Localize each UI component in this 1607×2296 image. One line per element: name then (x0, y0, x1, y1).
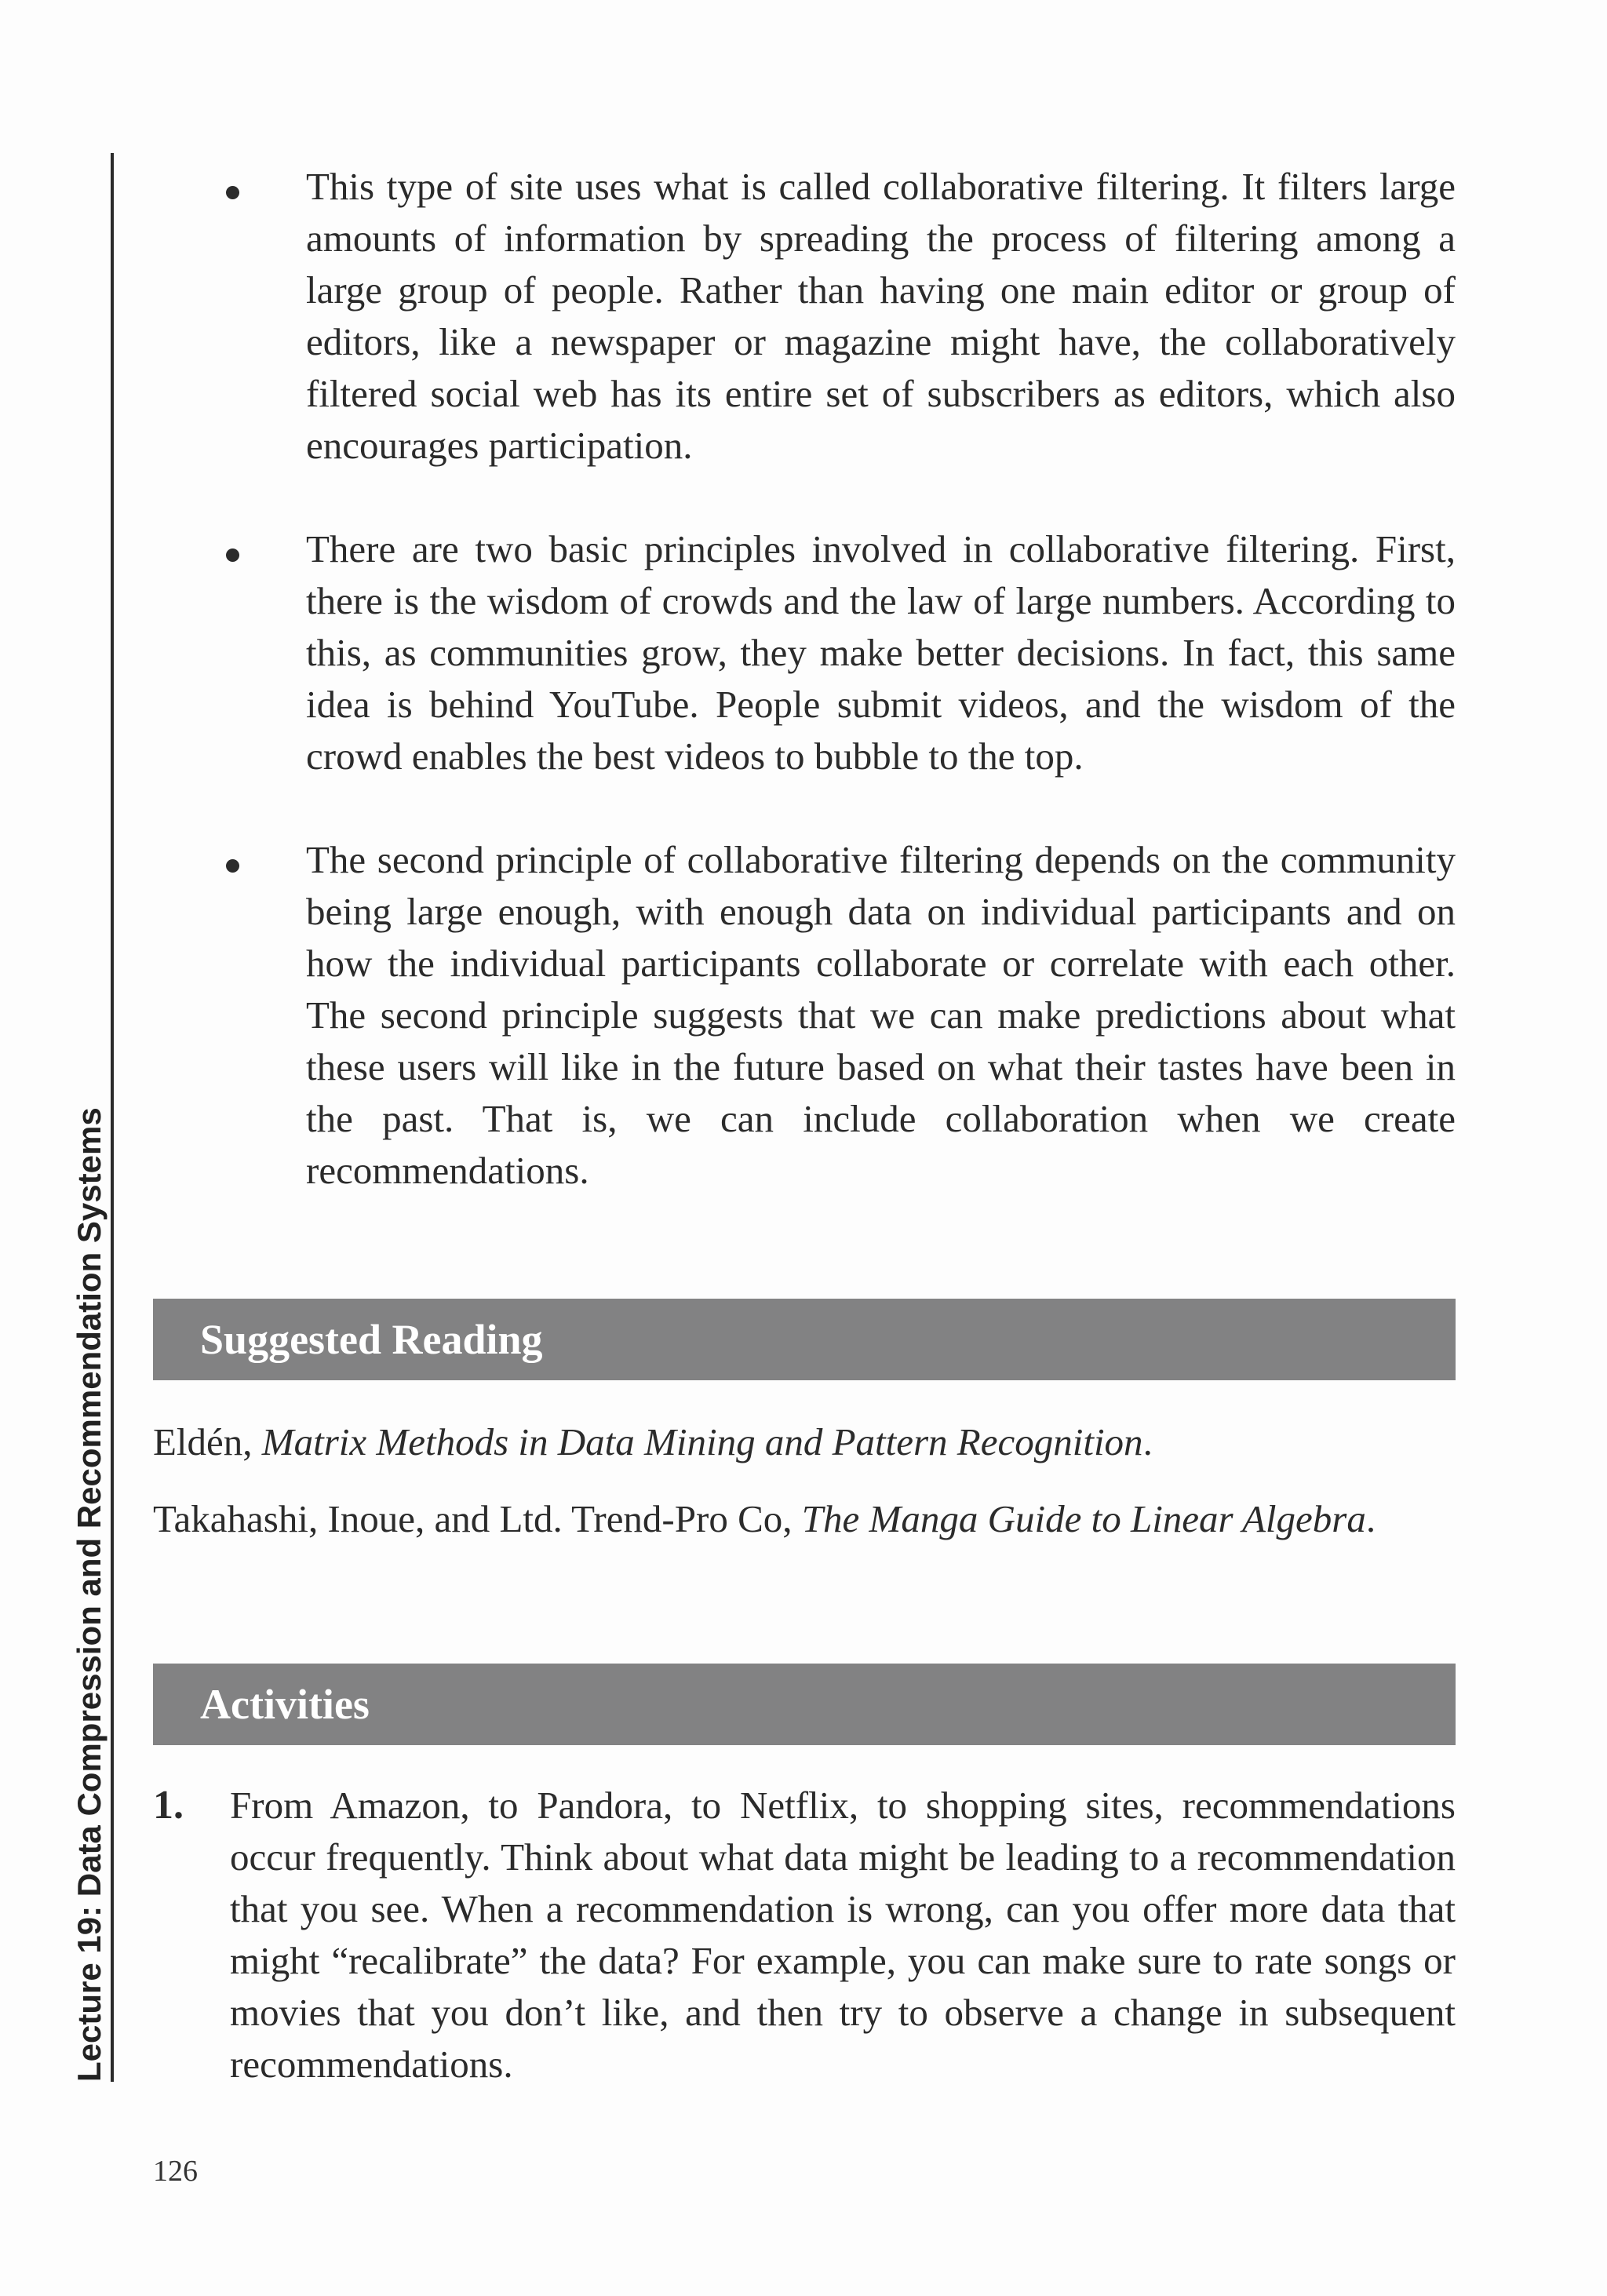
reference-item (153, 1493, 1456, 1545)
bullet-item (153, 161, 1456, 472)
activity-item (153, 1780, 1456, 2090)
activity-text: From Amazon, to Pandora, to Netflix, to shopping sites, recommendations occur frequently. Think about what data might be leading to a recommendation that you see. When a recommendation is wrong, can you offer more data that might “recalibrate” the data? For example, you can make sure to rate songs or movies that you don’t like, and then try to observe a change in subsequent recommendations. (230, 1784, 1456, 2086)
suggested-reading-heading: Suggested Reading (153, 1299, 1456, 1380)
bullet-text: This type of site uses what is called collaborative filtering. It filters large amounts of information by spreading the process of filtering among a large group of people. Rather than having one main editor or group of editors, like a newspaper or magazine might have, the collaboratively filtered social web has its entire set of subscribers as editors, which also encourages participation. (306, 165, 1456, 467)
bullet-dot-icon (226, 859, 239, 873)
bullet-text: The second principle of collaborative filtering depends on the community being large enough, with enough data on individual participants and on how the individual participants collaborate or correlate with each other. The second principle suggests that we can make predictions about what these users will like in the future based on what their tastes have been in the past. That is, we can include collaboration when we create recommendations. (306, 838, 1456, 1192)
bullet-dot-icon (226, 186, 239, 199)
activity-number: 1. (153, 1783, 184, 1828)
bullet-item (153, 834, 1456, 1197)
bullet-dot-icon (226, 548, 239, 562)
reference-title: Matrix Methods in Data Mining and Pattern Recognition (261, 1420, 1143, 1463)
reference-end: . (1365, 1497, 1376, 1540)
bullet-list (153, 161, 1456, 1248)
page-number: 126 (153, 2155, 198, 2188)
bullet-item (153, 523, 1456, 782)
reference-end: . (1142, 1420, 1153, 1463)
reference-item (153, 1416, 1456, 1468)
reference-authors: Takahashi, Inoue, and Ltd. Trend-Pro Co, (153, 1497, 802, 1540)
activities-heading: Activities (153, 1664, 1456, 1745)
reference-title: The Manga Guide to Linear Algebra (801, 1497, 1366, 1540)
running-head-lecture-title: Lecture 19: Data Compression and Recommendation Systems (71, 1107, 107, 2082)
reference-authors: Eldén, (153, 1420, 262, 1463)
bullet-text: There are two basic principles involved in collaborative filtering. First, there is the wisdom of crowds and the law of large numbers. According to this, as communities grow, they make better decisions. In fact, this same idea is behind YouTube. People submit videos, and the wisdom of the crowd enables the best videos to bubble to the top. (306, 527, 1456, 778)
spine-rule (111, 153, 114, 2082)
